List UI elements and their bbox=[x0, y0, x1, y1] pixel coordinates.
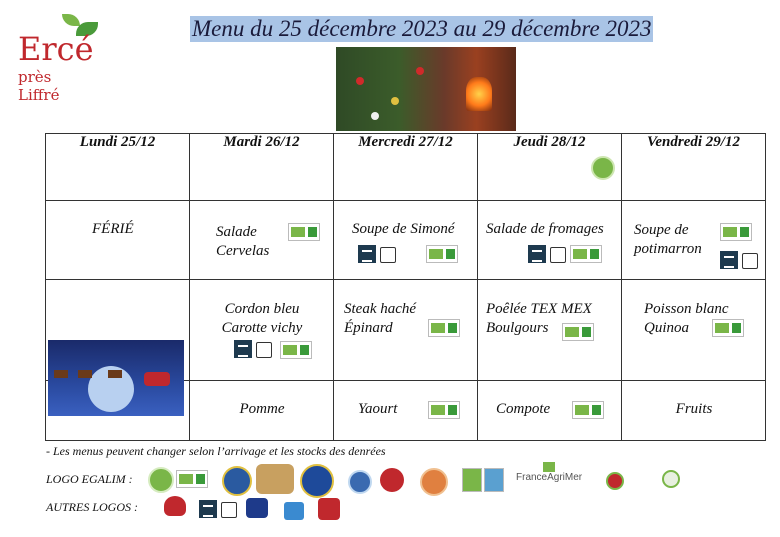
french-origin-icon bbox=[528, 245, 546, 263]
dish-text: Yaourt bbox=[358, 401, 398, 417]
menu-title: Menu du 25 décembre 2023 au 29 décembre 2023 bbox=[192, 16, 652, 41]
menu-cell bbox=[190, 381, 334, 441]
commerce-equitable-icon bbox=[606, 472, 624, 490]
dish-text: Compote bbox=[496, 401, 551, 417]
ab-organic-label-icon bbox=[570, 245, 602, 263]
logo-main-text: Ercé bbox=[18, 30, 94, 68]
french-origin-icon bbox=[199, 500, 217, 518]
logo-sub-text: près Liffré bbox=[18, 68, 60, 104]
ab-organic-label-icon bbox=[720, 223, 752, 241]
menu-cell bbox=[478, 381, 622, 441]
erce-logo bbox=[18, 12, 96, 104]
french-origin-outline-icon bbox=[221, 502, 237, 518]
bio-leaf-icon bbox=[148, 467, 174, 493]
menu-cell bbox=[478, 280, 622, 381]
plat-row bbox=[46, 280, 766, 381]
viande-francaise-icon bbox=[164, 496, 186, 516]
peche-durable-icon bbox=[420, 468, 448, 496]
ornament-icon bbox=[371, 112, 379, 120]
dish-text: Salade de fromages bbox=[486, 221, 604, 237]
dessert-row bbox=[46, 381, 766, 441]
autres-logos-label: AUTRES LOGOS : bbox=[46, 500, 138, 514]
french-origin-icon bbox=[234, 340, 252, 358]
entree-row bbox=[46, 201, 766, 280]
day-header: Mardi 26/12 bbox=[190, 134, 334, 201]
french-origin-outline-icon bbox=[380, 247, 396, 263]
days-header-row bbox=[46, 134, 766, 201]
ab-organic-label-icon bbox=[562, 323, 594, 341]
dish-text: Fruits bbox=[675, 401, 713, 417]
ornament-icon bbox=[391, 97, 399, 105]
ab-organic-label-icon bbox=[572, 401, 604, 419]
fireplace-icon bbox=[466, 77, 492, 111]
reindeer-icon bbox=[108, 370, 122, 378]
menu-cell bbox=[46, 280, 190, 381]
volaille-francaise-icon bbox=[246, 498, 268, 518]
menu-cell bbox=[190, 201, 334, 280]
dish-text: Cordon bleu Carotte vichy bbox=[221, 301, 303, 336]
menu-cell bbox=[46, 201, 190, 280]
franceagrimer-logo-icon bbox=[543, 462, 555, 472]
ab-organic-label-icon bbox=[712, 319, 744, 337]
day-header bbox=[478, 134, 622, 201]
reindeer-icon bbox=[78, 370, 92, 378]
ab-organic-label-icon bbox=[428, 319, 460, 337]
eco-label-icon bbox=[462, 468, 482, 492]
reindeer-icon bbox=[54, 370, 68, 378]
dish-text: Steak haché Épinard bbox=[344, 301, 417, 336]
menu-cell bbox=[334, 201, 478, 280]
menu-change-note: - Les menus peuvent changer selon l’arrivage et les stocks des denrées bbox=[46, 444, 386, 458]
day-header: Vendredi 29/12 bbox=[622, 134, 766, 201]
menu-cell bbox=[334, 280, 478, 381]
menu-cell bbox=[190, 280, 334, 381]
menu-cell bbox=[478, 201, 622, 280]
christmas-photo bbox=[336, 47, 516, 131]
dish-text: Soupe de potimarron bbox=[634, 222, 702, 257]
menu-cell bbox=[622, 381, 766, 441]
label-rouge-icon bbox=[380, 468, 404, 492]
day-header-label: Jeudi 28/12 bbox=[513, 134, 586, 150]
menu-cell bbox=[46, 381, 190, 441]
ferie-text: FÉRIÉ bbox=[92, 221, 134, 237]
igp-seal-icon bbox=[300, 464, 334, 498]
french-origin-outline-icon bbox=[256, 342, 272, 358]
produit-local-icon bbox=[284, 502, 304, 520]
menu-table bbox=[45, 133, 766, 441]
dish-text: Pomme bbox=[239, 401, 285, 417]
franceagrimer-text: FranceAgriMer bbox=[516, 472, 583, 483]
french-origin-outline-icon bbox=[550, 247, 566, 263]
dish-text: Poisson blanc Quinoa bbox=[644, 301, 729, 336]
ab-organic-label-icon bbox=[428, 401, 460, 419]
logo-egalim-label: LOGO EGALIM : bbox=[46, 472, 133, 486]
label-rouge-seal-icon bbox=[256, 464, 294, 494]
leaf-icon bbox=[62, 14, 80, 26]
fabrique-en-france-icon bbox=[318, 498, 340, 520]
day-header: Lundi 25/12 bbox=[46, 134, 190, 201]
ornament-icon bbox=[416, 67, 424, 75]
stg-seal-icon bbox=[348, 470, 372, 494]
menu-cell bbox=[622, 201, 766, 280]
eco-label-icon bbox=[484, 468, 504, 492]
ornament-icon bbox=[356, 77, 364, 85]
menu-cell bbox=[622, 280, 766, 381]
day-header: Mercredi 27/12 bbox=[334, 134, 478, 201]
french-origin-outline-icon bbox=[742, 253, 758, 269]
dish-text: Poêlée TEX MEX Boulgours bbox=[486, 301, 592, 336]
dish-text: Soupe de Simoné bbox=[352, 221, 455, 237]
ab-organic-label-icon bbox=[176, 470, 208, 488]
menu-cell bbox=[334, 381, 478, 441]
dish-text: Salade Cervelas bbox=[216, 224, 270, 259]
bio-leaf-icon bbox=[591, 156, 615, 180]
ab-organic-label-icon bbox=[288, 223, 320, 241]
ab-organic-label-icon bbox=[280, 341, 312, 359]
aop-seal-icon bbox=[222, 466, 252, 496]
ab-organic-label-icon bbox=[426, 245, 458, 263]
french-origin-icon bbox=[358, 245, 376, 263]
french-origin-icon bbox=[720, 251, 738, 269]
commerce-equitable-france-icon bbox=[662, 470, 680, 488]
